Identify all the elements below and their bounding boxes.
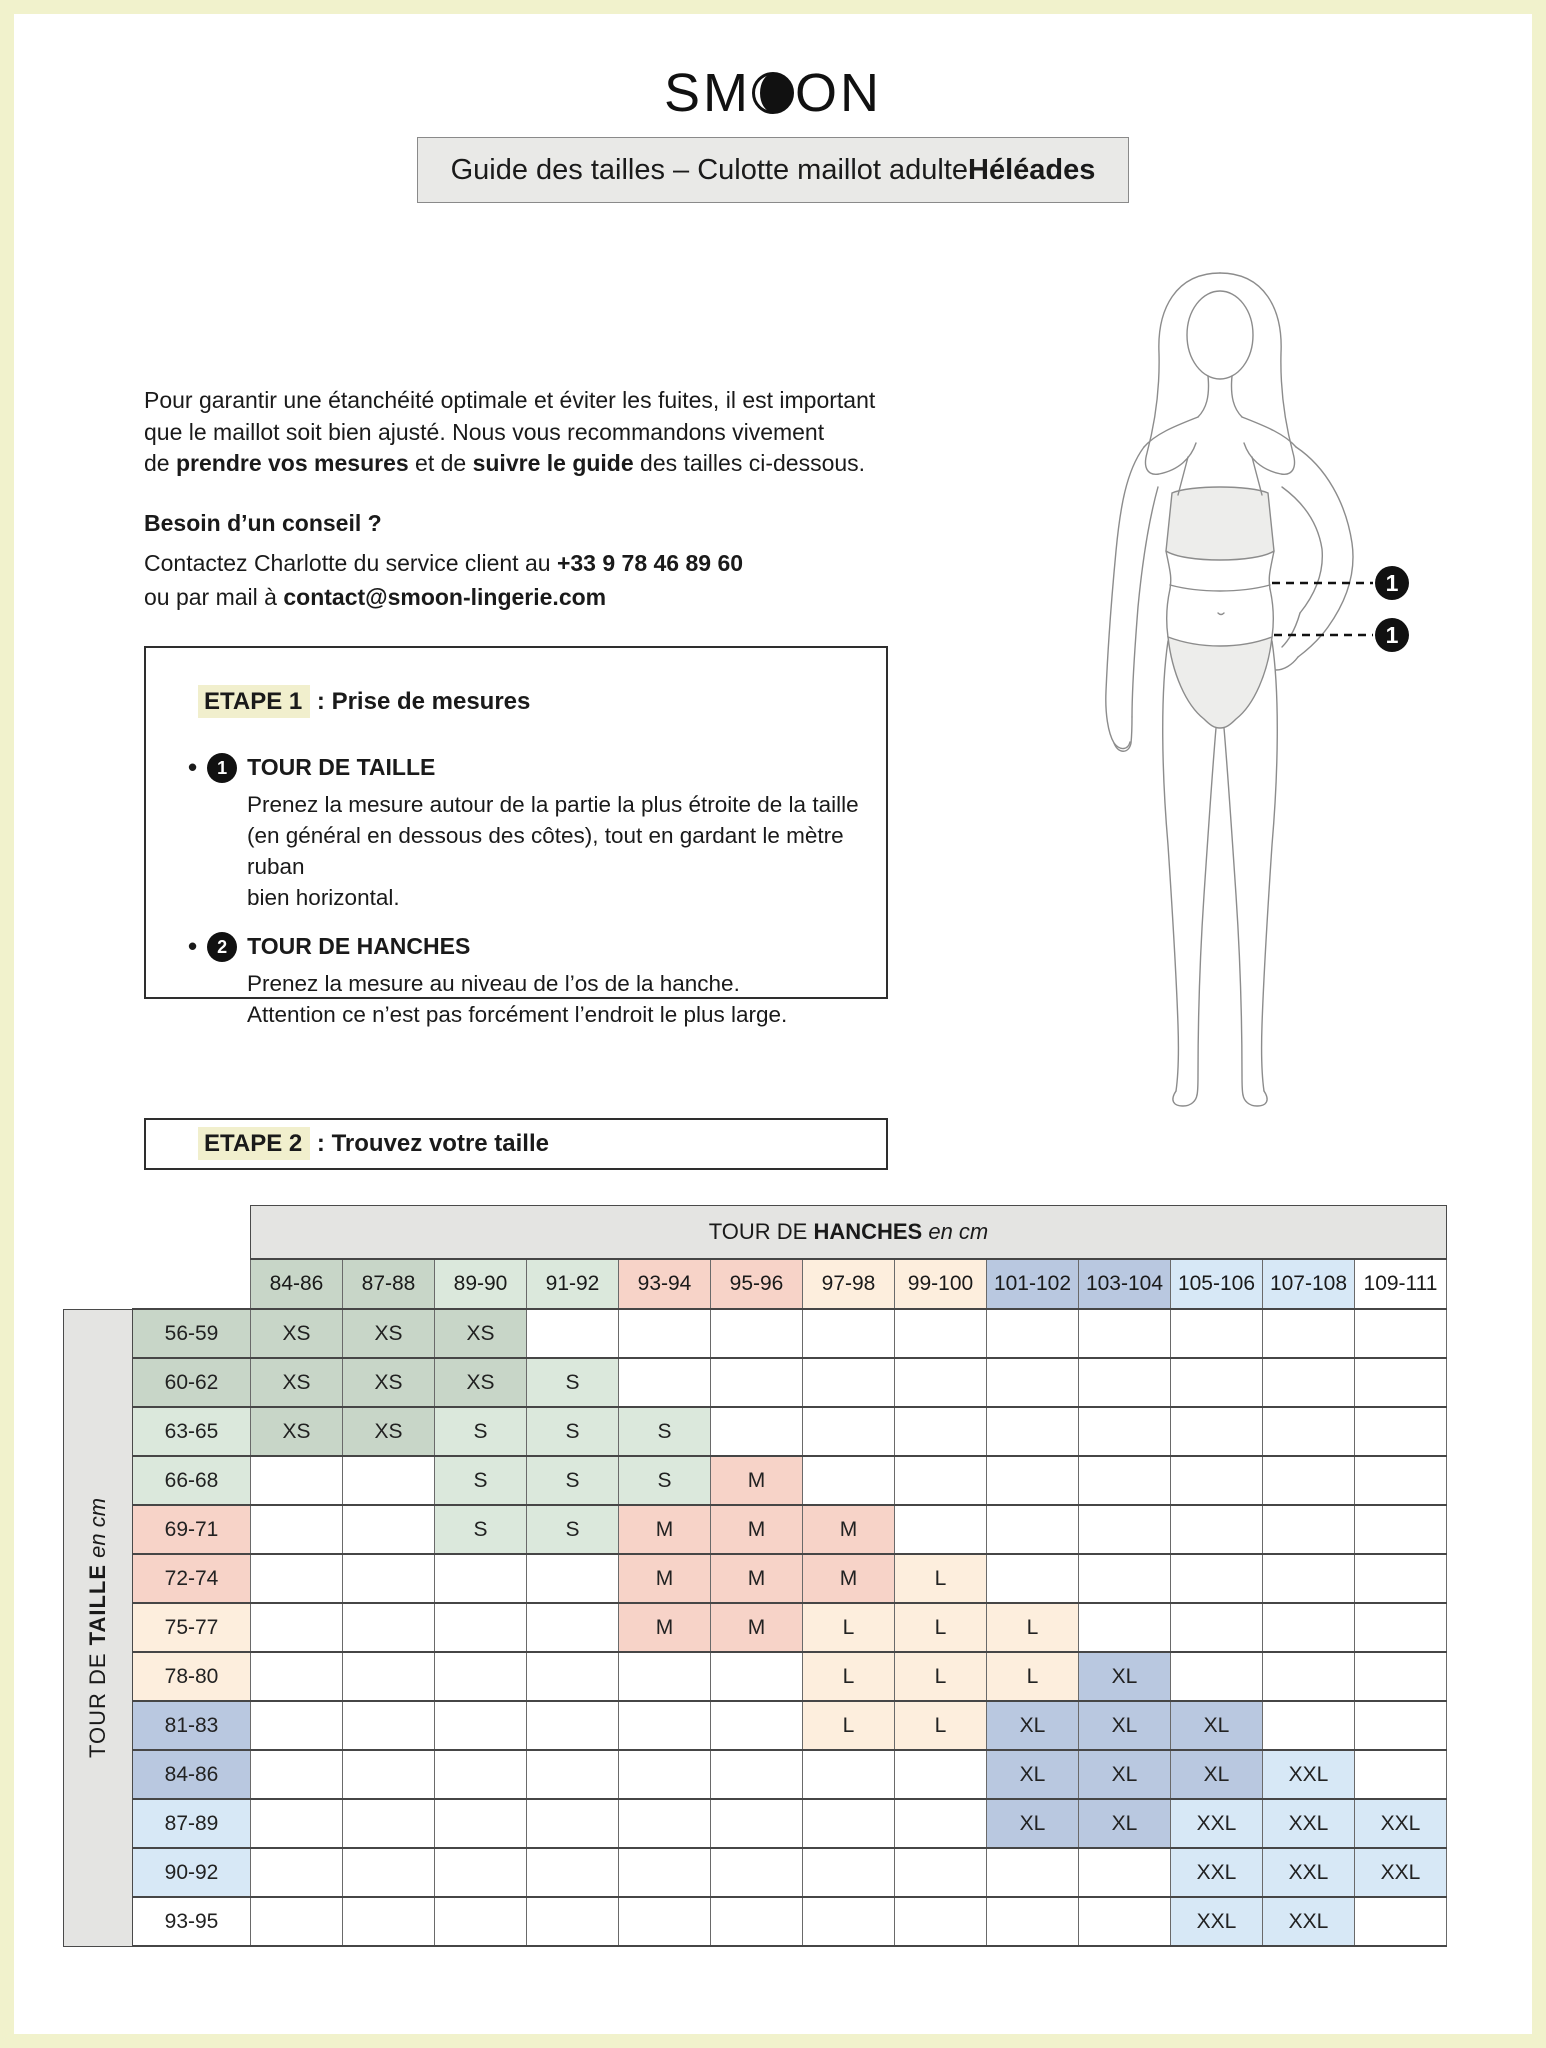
size-cell [251, 1505, 343, 1554]
page-title [417, 137, 1129, 203]
size-cell [619, 1799, 711, 1848]
size-cell [803, 1358, 895, 1407]
measure-item-waist [188, 752, 866, 913]
size-cell [343, 1897, 435, 1946]
size-cell: XXL [1263, 1848, 1355, 1897]
row-label: 63-65 [133, 1407, 251, 1456]
size-cell [987, 1897, 1079, 1946]
table-corner-spacer [64, 1259, 251, 1309]
size-cell [895, 1505, 987, 1554]
size-cell: XL [987, 1750, 1079, 1799]
size-cell [1171, 1407, 1263, 1456]
hair-left [1146, 273, 1221, 474]
logo-text-prefix: SM [664, 63, 751, 123]
row-label: 81-83 [133, 1701, 251, 1750]
size-cell [895, 1750, 987, 1799]
size-cell: S [527, 1456, 619, 1505]
size-cell [1263, 1603, 1355, 1652]
size-cell [527, 1701, 619, 1750]
table-row [64, 1603, 1447, 1652]
size-cell [803, 1309, 895, 1358]
intro-line: que le maillot soit bien ajusté. Nous vous recommandons vivement [144, 418, 825, 445]
intro-paragraph [144, 385, 875, 480]
size-cell [619, 1701, 711, 1750]
size-cell [1355, 1897, 1447, 1946]
size-cell [711, 1652, 803, 1701]
size-cell [711, 1309, 803, 1358]
size-cell [1355, 1701, 1447, 1750]
size-cell [1355, 1456, 1447, 1505]
size-cell [251, 1750, 343, 1799]
size-table [63, 1205, 1447, 1947]
size-cell: XL [1079, 1652, 1171, 1701]
measure-item-title: TOUR DE HANCHES [247, 933, 471, 959]
step2-box [144, 1118, 888, 1170]
size-cell [987, 1309, 1079, 1358]
size-table-section [63, 1205, 1447, 1947]
column-header: 89-90 [435, 1259, 527, 1309]
size-cell: XXL [1263, 1799, 1355, 1848]
size-cell: XXL [1263, 1750, 1355, 1799]
size-cell [619, 1358, 711, 1407]
advice-block [144, 506, 743, 614]
size-cell: M [619, 1505, 711, 1554]
size-cell [803, 1456, 895, 1505]
column-header: 103-104 [1079, 1259, 1171, 1309]
hip-badge-number: 1 [1385, 622, 1399, 648]
size-cell [1079, 1897, 1171, 1946]
size-cell [527, 1897, 619, 1946]
size-cell [987, 1456, 1079, 1505]
logo-text-suffix: ON [795, 63, 882, 123]
size-cell [1171, 1358, 1263, 1407]
size-cell [1079, 1505, 1171, 1554]
row-label: 90-92 [133, 1848, 251, 1897]
size-cell [895, 1309, 987, 1358]
column-header: 101-102 [987, 1259, 1079, 1309]
size-cell [343, 1652, 435, 1701]
size-cell: M [619, 1603, 711, 1652]
size-cell [343, 1701, 435, 1750]
size-cell: M [803, 1505, 895, 1554]
size-cell [527, 1750, 619, 1799]
column-header: 105-106 [1171, 1259, 1263, 1309]
size-cell [251, 1799, 343, 1848]
bullet-icon: • [188, 931, 198, 961]
table-row [64, 1652, 1447, 1701]
waist-axis-label: TOUR DE TAILLE en cm [64, 1309, 133, 1946]
size-cell [251, 1603, 343, 1652]
table-row [64, 1750, 1447, 1799]
contact-phone-line: Contactez Charlotte du service client au +33 9 78 46 89 60 [144, 550, 744, 576]
hip-measure-line [1274, 618, 1409, 652]
size-cell: M [619, 1554, 711, 1603]
measure-item-hips [188, 931, 866, 1030]
step2-heading: ETAPE 2 : Trouvez votre taille [198, 1130, 549, 1158]
step1-heading: ETAPE 1 : Prise de mesures [198, 688, 866, 716]
size-cell [1355, 1554, 1447, 1603]
table-corner-spacer [64, 1206, 251, 1260]
size-cell [435, 1750, 527, 1799]
size-cell: L [895, 1652, 987, 1701]
size-cell [711, 1750, 803, 1799]
size-cell: XL [987, 1701, 1079, 1750]
table-row [64, 1701, 1447, 1750]
size-cell [895, 1799, 987, 1848]
size-cell: M [711, 1505, 803, 1554]
size-cell [435, 1554, 527, 1603]
size-cell [1355, 1358, 1447, 1407]
size-cell [987, 1505, 1079, 1554]
size-cell [619, 1848, 711, 1897]
size-cell [987, 1848, 1079, 1897]
size-cell [1263, 1701, 1355, 1750]
table-row [64, 1407, 1447, 1456]
size-cell: L [987, 1603, 1079, 1652]
size-cell [803, 1799, 895, 1848]
size-cell [435, 1701, 527, 1750]
size-cell [1171, 1603, 1263, 1652]
advice-heading: Besoin d’un conseil ? [144, 510, 382, 536]
size-cell [1079, 1603, 1171, 1652]
size-cell [251, 1554, 343, 1603]
row-label: 78-80 [133, 1652, 251, 1701]
size-cell [987, 1407, 1079, 1456]
table-row [64, 1505, 1447, 1554]
size-cell [1171, 1309, 1263, 1358]
size-cell [1079, 1456, 1171, 1505]
size-cell [711, 1358, 803, 1407]
bullet-icon: • [188, 752, 198, 782]
woman-illustration [1020, 255, 1450, 1120]
face [1187, 291, 1253, 379]
row-label: 87-89 [133, 1799, 251, 1848]
size-cell [987, 1358, 1079, 1407]
table-row [64, 1456, 1447, 1505]
product-name: Héléades [968, 153, 1096, 186]
size-cell: XS [435, 1358, 527, 1407]
hips-axis-label: TOUR DE HANCHES en cm [251, 1206, 1447, 1260]
size-cell [435, 1603, 527, 1652]
table-row [64, 1309, 1447, 1358]
column-header: 84-86 [251, 1259, 343, 1309]
size-cell [251, 1848, 343, 1897]
size-cell [343, 1750, 435, 1799]
size-cell: M [711, 1603, 803, 1652]
brand-logo [0, 62, 1546, 124]
number-1-badge-icon: 1 [207, 753, 237, 783]
step2-label: ETAPE 2 [198, 1127, 310, 1160]
size-cell [711, 1799, 803, 1848]
size-cell [527, 1848, 619, 1897]
size-cell [435, 1897, 527, 1946]
table-row [64, 1848, 1447, 1897]
table-row [64, 1799, 1447, 1848]
panties [1168, 637, 1272, 728]
size-cell [343, 1848, 435, 1897]
size-cell [343, 1505, 435, 1554]
table-row [64, 1897, 1447, 1946]
size-cell [803, 1750, 895, 1799]
column-header: 87-88 [343, 1259, 435, 1309]
size-cell [1263, 1407, 1355, 1456]
size-cell [1079, 1554, 1171, 1603]
size-cell [803, 1848, 895, 1897]
size-cell [619, 1309, 711, 1358]
row-label: 69-71 [133, 1505, 251, 1554]
size-cell: XXL [1171, 1799, 1263, 1848]
column-header: 107-108 [1263, 1259, 1355, 1309]
size-cell [895, 1456, 987, 1505]
step1-label: ETAPE 1 [198, 685, 310, 718]
row-label: 56-59 [133, 1309, 251, 1358]
size-cell [895, 1848, 987, 1897]
table-row [64, 1554, 1447, 1603]
size-cell [1171, 1456, 1263, 1505]
row-label: 60-62 [133, 1358, 251, 1407]
size-cell [711, 1897, 803, 1946]
size-cell: XL [987, 1799, 1079, 1848]
size-cell [527, 1309, 619, 1358]
size-cell [1263, 1652, 1355, 1701]
column-header: 95-96 [711, 1259, 803, 1309]
size-cell: XL [1079, 1799, 1171, 1848]
column-header: 99-100 [895, 1259, 987, 1309]
moon-icon [751, 71, 795, 115]
size-cell: M [711, 1456, 803, 1505]
size-cell [711, 1407, 803, 1456]
size-cell [1263, 1358, 1355, 1407]
size-cell [619, 1750, 711, 1799]
page-title-text: Guide des tailles – Culotte maillot adulte [450, 153, 969, 186]
size-cell [1079, 1309, 1171, 1358]
size-cell [343, 1603, 435, 1652]
size-cell [1171, 1505, 1263, 1554]
size-cell: XXL [1355, 1848, 1447, 1897]
step1-box [144, 646, 888, 1027]
size-cell: M [711, 1554, 803, 1603]
size-cell: XL [1079, 1701, 1171, 1750]
size-cell [987, 1554, 1079, 1603]
size-cell [895, 1407, 987, 1456]
intro-line: Pour garantir une étanchéité optimale et éviter les fuites, il est important [144, 387, 876, 413]
size-cell: XL [1171, 1701, 1263, 1750]
size-cell [1079, 1848, 1171, 1897]
size-cell [1171, 1554, 1263, 1603]
size-cell [1355, 1603, 1447, 1652]
waist-line [1170, 585, 1270, 591]
size-cell [895, 1358, 987, 1407]
size-cell: S [435, 1456, 527, 1505]
measure-item-title: TOUR DE TAILLE [247, 754, 436, 780]
size-cell: S [527, 1505, 619, 1554]
column-header: 91-92 [527, 1259, 619, 1309]
size-cell [435, 1799, 527, 1848]
size-cell: XS [343, 1407, 435, 1456]
size-cell [1355, 1652, 1447, 1701]
size-cell: M [803, 1554, 895, 1603]
column-header: 109-111 [1355, 1259, 1447, 1309]
size-cell: XS [435, 1309, 527, 1358]
size-cell: XS [251, 1309, 343, 1358]
size-cell: S [435, 1505, 527, 1554]
size-cell [895, 1897, 987, 1946]
size-cell: S [527, 1358, 619, 1407]
bra-top [1166, 487, 1274, 560]
size-cell [1079, 1358, 1171, 1407]
size-cell [435, 1848, 527, 1897]
row-label: 84-86 [133, 1750, 251, 1799]
size-cell [435, 1652, 527, 1701]
size-cell [1355, 1505, 1447, 1554]
size-cell [711, 1701, 803, 1750]
hair-right [1220, 273, 1295, 474]
size-cell [251, 1701, 343, 1750]
size-cell: S [527, 1407, 619, 1456]
size-cell [1079, 1407, 1171, 1456]
size-cell: S [619, 1456, 711, 1505]
size-cell: XS [251, 1358, 343, 1407]
size-cell [803, 1897, 895, 1946]
size-cell [1263, 1309, 1355, 1358]
size-cell [1263, 1554, 1355, 1603]
intro-line: de prendre vos mesures et de suivre le guide des tailles ci-dessous. [144, 450, 866, 476]
size-cell [1355, 1407, 1447, 1456]
size-cell [527, 1554, 619, 1603]
size-cell [527, 1652, 619, 1701]
size-cell: S [435, 1407, 527, 1456]
size-cell: L [803, 1603, 895, 1652]
size-cell [619, 1652, 711, 1701]
size-cell: XS [251, 1407, 343, 1456]
size-cell: XXL [1355, 1799, 1447, 1848]
size-cell [343, 1456, 435, 1505]
size-cell [527, 1603, 619, 1652]
size-cell [251, 1456, 343, 1505]
size-cell: L [895, 1701, 987, 1750]
size-cell: L [895, 1603, 987, 1652]
number-2-badge-icon: 2 [207, 932, 237, 962]
size-cell: L [803, 1652, 895, 1701]
size-cell: S [619, 1407, 711, 1456]
size-cell: XL [1171, 1750, 1263, 1799]
size-cell [527, 1799, 619, 1848]
size-cell [251, 1652, 343, 1701]
size-cell [343, 1799, 435, 1848]
size-cell [803, 1407, 895, 1456]
measure-item-text: Prenez la mesure au niveau de l’os de la hanche. Attention ce n’est pas forcément l’endroit le plus large. [247, 971, 788, 1027]
size-cell: L [803, 1701, 895, 1750]
size-cell [711, 1848, 803, 1897]
size-cell: XS [343, 1309, 435, 1358]
column-header: 97-98 [803, 1259, 895, 1309]
row-label: 75-77 [133, 1603, 251, 1652]
size-cell: XXL [1171, 1848, 1263, 1897]
size-cell: XXL [1171, 1897, 1263, 1946]
waist-badge-number: 1 [1385, 570, 1399, 596]
phone-number: +33 9 78 46 89 60 [556, 550, 744, 576]
size-cell [1171, 1652, 1263, 1701]
size-cell [619, 1897, 711, 1946]
table-row [64, 1358, 1447, 1407]
waist-measure-line [1272, 566, 1409, 600]
size-cell: L [987, 1652, 1079, 1701]
size-cell [1263, 1456, 1355, 1505]
measure-item-text: Prenez la mesure autour de la partie la plus étroite de la taille (en général en dessous des côtes), tout en gardant le mètre ruban bien horizontal. [247, 792, 859, 910]
size-cell [1355, 1750, 1447, 1799]
size-cell [1263, 1505, 1355, 1554]
row-label: 72-74 [133, 1554, 251, 1603]
email-address: contact@smoon-lingerie.com [283, 584, 607, 610]
column-header: 93-94 [619, 1259, 711, 1309]
size-cell: XS [343, 1358, 435, 1407]
size-cell: L [895, 1554, 987, 1603]
size-cell [343, 1554, 435, 1603]
size-cell [251, 1897, 343, 1946]
size-cell [1355, 1309, 1447, 1358]
size-cell: XXL [1263, 1897, 1355, 1946]
size-cell: XL [1079, 1750, 1171, 1799]
row-label: 66-68 [133, 1456, 251, 1505]
row-label: 93-95 [133, 1897, 251, 1946]
contact-email-line: ou par mail à contact@smoon-lingerie.com [144, 584, 607, 610]
